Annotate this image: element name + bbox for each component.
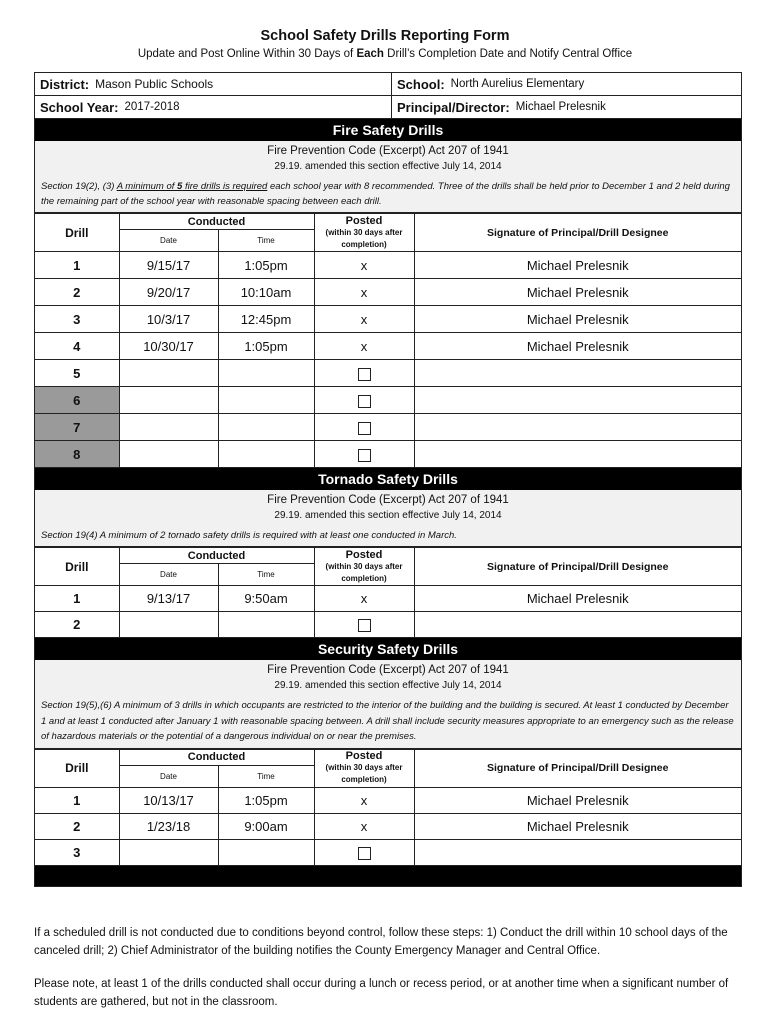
posted-mark[interactable]: x <box>314 306 414 333</box>
col-time: Time <box>218 230 314 252</box>
fire-code <box>35 141 741 175</box>
district-value[interactable]: Mason Public Schools <box>95 77 214 91</box>
fire-heading: Fire Safety Drills <box>35 119 741 141</box>
school-label: School: <box>397 76 445 92</box>
security-code-line2: 29.19. amended this section effective July 14, 2014 <box>274 680 502 691</box>
signature-cell[interactable] <box>414 839 741 865</box>
drill-time-cell[interactable]: 12:45pm <box>218 306 314 333</box>
col-time: Time <box>218 564 314 586</box>
fire-table <box>35 213 741 468</box>
col-time: Time <box>218 765 314 787</box>
posted-mark[interactable]: x <box>314 279 414 306</box>
signature-cell[interactable]: Michael Prelesnik <box>414 306 741 333</box>
drill-number: 2 <box>35 813 119 839</box>
fire-text-requirement <box>117 181 268 192</box>
tornado-code-line2: 29.19. amended this section effective July 14, 2014 <box>274 510 502 521</box>
fire-text-req-pre: A minimum of <box>116 181 178 192</box>
drill-time-cell[interactable]: 10:10am <box>218 279 314 306</box>
drill-number: 4 <box>35 333 119 360</box>
subtitle-bold: Each <box>356 48 384 60</box>
posted-mark[interactable]: x <box>314 333 414 360</box>
drill-number: 2 <box>35 279 119 306</box>
signature-cell[interactable]: Michael Prelesnik <box>414 252 741 279</box>
drill-form <box>34 72 742 887</box>
posted-checkbox[interactable] <box>358 395 371 408</box>
col-date: Date <box>119 230 218 252</box>
drill-number: 5 <box>35 360 119 387</box>
tornado-code <box>35 490 741 524</box>
col-signature: Signature of Principal/Drill Designee <box>414 749 741 787</box>
tornado-code-line1: Fire Prevention Code (Excerpt) Act 207 of 1941 <box>267 494 509 506</box>
col-posted-label: Posted <box>345 750 383 762</box>
security-drill-row <box>35 787 741 813</box>
header-row-2 <box>35 96 741 119</box>
drill-date-cell[interactable] <box>119 612 218 638</box>
posted-cell <box>314 441 414 468</box>
col-drill: Drill <box>35 214 119 252</box>
posted-cell <box>314 360 414 387</box>
col-posted-note: (within 30 days after completion) <box>325 763 403 784</box>
col-drill: Drill <box>35 749 119 787</box>
drill-date-cell[interactable]: 9/20/17 <box>119 279 218 306</box>
col-posted-label: Posted <box>345 548 383 561</box>
fire-drill-row <box>35 414 741 441</box>
posted-checkbox[interactable] <box>358 847 371 860</box>
principal-value[interactable]: Michael Prelesnik <box>515 101 606 113</box>
signature-cell[interactable] <box>414 387 741 414</box>
drill-time-cell[interactable]: 1:05pm <box>218 252 314 279</box>
col-posted <box>314 749 414 787</box>
drill-number: 6 <box>35 387 119 414</box>
form-title: School Safety Drills Reporting Form <box>260 28 510 44</box>
drill-number: 7 <box>35 414 119 441</box>
drill-time-cell[interactable] <box>218 387 314 414</box>
drill-date-cell[interactable] <box>119 441 218 468</box>
col-conducted: Conducted <box>119 548 314 564</box>
security-drill-row <box>35 839 741 865</box>
signature-cell[interactable] <box>414 414 741 441</box>
drill-time-cell[interactable] <box>218 414 314 441</box>
drill-time-cell[interactable]: 1:05pm <box>218 333 314 360</box>
posted-cell <box>314 414 414 441</box>
posted-mark[interactable]: x <box>314 787 414 813</box>
posted-mark[interactable]: x <box>314 252 414 279</box>
drill-number: 1 <box>35 252 119 279</box>
drill-number: 2 <box>35 612 119 638</box>
footer-note: Please note, at least 1 of the drills conducted shall occur during a lunch or recess period, or at another time when a significant number of students are gathered, but not in the classroom. <box>34 978 729 1008</box>
drill-number: 3 <box>35 306 119 333</box>
drill-time-cell[interactable]: 9:00am <box>218 813 314 839</box>
fire-drill-row <box>35 360 741 387</box>
col-posted-label: Posted <box>345 214 383 227</box>
signature-cell[interactable]: Michael Prelesnik <box>414 279 741 306</box>
signature-cell[interactable] <box>414 441 741 468</box>
col-posted-note: (within 30 days after completion) <box>325 561 403 583</box>
security-code <box>35 660 741 694</box>
drill-date-cell[interactable] <box>119 387 218 414</box>
posted-checkbox[interactable] <box>358 368 371 381</box>
fire-text-req-bold: 5 <box>177 181 183 192</box>
drill-number: 1 <box>35 787 119 813</box>
tornado-table <box>35 547 741 638</box>
drill-date-cell[interactable] <box>119 414 218 441</box>
fire-drill-row <box>35 279 741 306</box>
school-value[interactable]: North Aurelius Elementary <box>450 78 585 90</box>
fire-drill-row <box>35 333 741 360</box>
security-drill-row <box>35 813 741 839</box>
subtitle-post: Drill’s Completion Date and Notify Central Office <box>383 48 633 60</box>
drill-time-cell[interactable] <box>218 612 314 638</box>
drill-date-cell[interactable]: 1/23/18 <box>119 813 218 839</box>
security-code-line1: Fire Prevention Code (Excerpt) Act 207 of 1941 <box>267 664 509 676</box>
drill-number: 3 <box>35 839 119 865</box>
district-label: District: <box>40 76 90 92</box>
fire-code-line2: 29.19. amended this section effective July 14, 2014 <box>274 161 502 172</box>
col-date: Date <box>119 564 218 586</box>
drill-date-cell[interactable]: 9/15/17 <box>119 252 218 279</box>
posted-checkbox[interactable] <box>358 422 371 435</box>
posted-cell <box>314 387 414 414</box>
bottom-band <box>35 866 741 886</box>
drill-date-cell[interactable]: 10/13/17 <box>119 787 218 813</box>
col-posted-note: (within 30 days after completion) <box>325 227 403 249</box>
fire-text-post: each school year with 8 recommended. Three of the drills shall be held prior to December 1 and 2 held during the remaining part of the school year with reasonable spacing between each drill. <box>41 181 730 207</box>
drill-time-cell[interactable] <box>218 441 314 468</box>
signature-cell[interactable]: Michael Prelesnik <box>414 333 741 360</box>
posted-cell <box>314 839 414 865</box>
header-row-1 <box>35 73 741 96</box>
form-subtitle <box>0 48 770 60</box>
drill-number: 1 <box>35 586 119 612</box>
col-posted <box>314 548 414 586</box>
fire-text-pre: Section 19(2), (3) <box>41 181 117 192</box>
drill-date-cell[interactable] <box>119 360 218 387</box>
drill-date-cell[interactable]: 9/13/17 <box>119 586 218 612</box>
fire-drill-row <box>35 387 741 414</box>
year-value[interactable]: 2017-2018 <box>124 101 180 113</box>
signature-cell[interactable] <box>414 612 741 638</box>
principal-label: Principal/Director: <box>397 99 510 115</box>
drill-date-cell[interactable]: 10/3/17 <box>119 306 218 333</box>
security-section-text: Section 19(5),(6) A minimum of 3 drills in which occupants are restricted to the interior of the building and the building is secured. At least 1 conducted by December 1 and at least 1 conducted after January 1 with reasonable spacing between. A drill shall include security measures appropriate to an emergency such as the release of hazardous materials or the potential of a dangerous individual on or near the premises. <box>35 694 741 749</box>
subtitle-pre: Update and Post Online Within 30 Days of <box>137 48 357 60</box>
fire-code-line1: Fire Prevention Code (Excerpt) Act 207 of 1941 <box>267 145 509 157</box>
drill-time-cell[interactable] <box>218 839 314 865</box>
drill-date-cell[interactable]: 10/30/17 <box>119 333 218 360</box>
security-table <box>35 749 741 866</box>
posted-mark[interactable]: x <box>314 813 414 839</box>
col-date: Date <box>119 765 218 787</box>
fire-section-text <box>35 175 741 213</box>
drill-date-cell[interactable] <box>119 839 218 865</box>
tornado-section-text: Section 19(4) A minimum of 2 tornado safety drills is required with at least one conducted in March. <box>35 524 741 547</box>
col-drill: Drill <box>35 548 119 586</box>
signature-cell[interactable]: Michael Prelesnik <box>414 813 741 839</box>
posted-checkbox[interactable] <box>358 619 371 632</box>
drill-time-cell[interactable]: 1:05pm <box>218 787 314 813</box>
col-conducted: Conducted <box>119 214 314 230</box>
tornado-drill-row <box>35 586 741 612</box>
fire-drill-row <box>35 252 741 279</box>
col-signature: Signature of Principal/Drill Designee <box>414 214 741 252</box>
security-heading: Security Safety Drills <box>35 638 741 660</box>
col-posted <box>314 214 414 252</box>
footer-instructions: If a scheduled drill is not conducted due to conditions beyond control, follow these steps: 1) Conduct the drill within 10 school days of the canceled drill; 2) Chief Administrator of the building notifies the County Emergency Manager and Central Office. <box>34 927 728 957</box>
col-conducted: Conducted <box>119 749 314 765</box>
col-signature: Signature of Principal/Drill Designee <box>414 548 741 586</box>
tornado-heading: Tornado Safety Drills <box>35 468 741 490</box>
tornado-drill-row <box>35 612 741 638</box>
drill-number: 8 <box>35 441 119 468</box>
fire-text-req-post: fire drills is required <box>182 181 268 192</box>
signature-cell[interactable]: Michael Prelesnik <box>414 586 741 612</box>
drill-time-cell[interactable] <box>218 360 314 387</box>
posted-cell <box>314 612 414 638</box>
fire-drill-row <box>35 306 741 333</box>
signature-cell[interactable] <box>414 360 741 387</box>
posted-checkbox[interactable] <box>358 449 371 462</box>
drill-time-cell[interactable]: 9:50am <box>218 586 314 612</box>
fire-drill-row <box>35 441 741 468</box>
posted-mark[interactable]: x <box>314 586 414 612</box>
signature-cell[interactable]: Michael Prelesnik <box>414 787 741 813</box>
year-label: School Year: <box>40 99 119 115</box>
